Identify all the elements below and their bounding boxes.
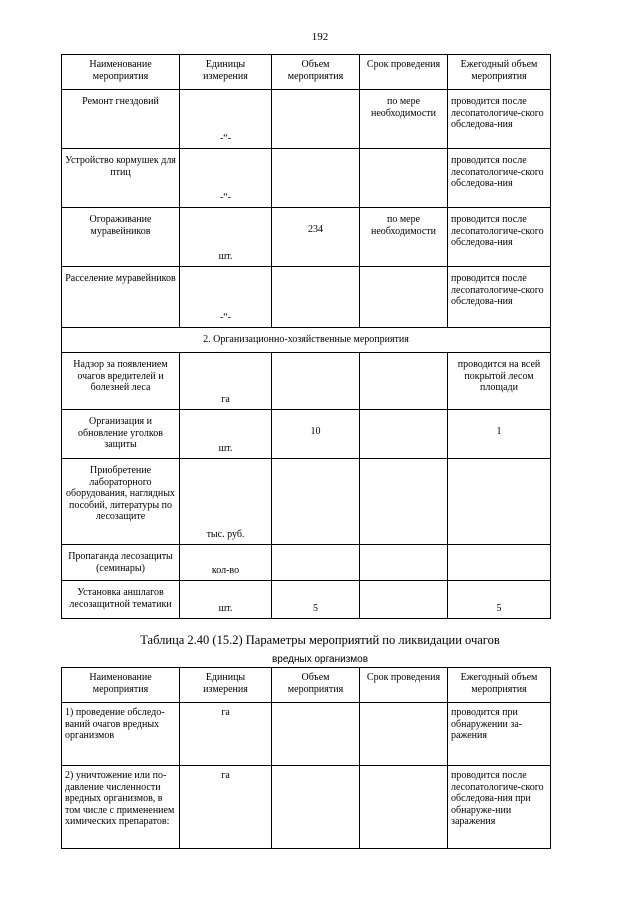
- cell-term: [360, 149, 448, 208]
- cell-term: [360, 703, 448, 766]
- cell-annual: 5: [448, 581, 551, 619]
- header-volume: Объем мероприятия: [272, 55, 360, 90]
- cell-unit: -“-: [180, 267, 272, 328]
- cell-volume: [272, 353, 360, 410]
- table-row: [62, 267, 551, 328]
- header-name: Наименование мероприятия: [62, 55, 180, 90]
- table-header-row: [62, 668, 551, 703]
- table-caption: Таблица 2.40 (15.2) Параметры мероприятий по ликвидации очагов: [140, 633, 500, 647]
- cell-annual: проводится после лесопатологиче-ского обследова-ния: [448, 267, 551, 328]
- table-row: [62, 459, 551, 545]
- cell-unit: кол-во: [180, 545, 272, 581]
- header-annual: Ежегодный объем мероприятия: [448, 55, 551, 90]
- cell-term: [360, 267, 448, 328]
- table-row: [62, 208, 551, 267]
- cell-name: Приобретение лабораторного оборудования, наглядных пособий, литературы по лесозащите: [62, 459, 180, 545]
- table-row: [62, 353, 551, 410]
- cell-annual: проводится после лесопатологиче-ского обследова-ния: [448, 90, 551, 149]
- header-unit: Единицы измерения: [180, 55, 272, 90]
- page-number: 192: [311, 31, 329, 43]
- table-row: [62, 545, 551, 581]
- cell-name: Ремонт гнездовий: [62, 90, 180, 149]
- header-volume: Объем мероприятия: [272, 668, 360, 703]
- cell-name: Устройство кормушек для птиц: [62, 149, 180, 208]
- table-caption-continued: вредных организмов: [271, 654, 369, 665]
- cell-term: [360, 766, 448, 849]
- cell-volume: [272, 766, 360, 849]
- cell-term: [360, 459, 448, 545]
- cell-unit: тыс. руб.: [180, 459, 272, 545]
- cell-annual: [448, 459, 551, 545]
- cell-unit: -“-: [180, 149, 272, 208]
- cell-volume: [272, 90, 360, 149]
- cell-volume: [272, 267, 360, 328]
- cell-unit: га: [180, 703, 272, 766]
- cell-volume: [272, 545, 360, 581]
- forest-protection-table: [61, 54, 551, 619]
- cell-term: [360, 581, 448, 619]
- table-row: [62, 581, 551, 619]
- cell-unit: шт.: [180, 581, 272, 619]
- cell-volume: 10: [272, 410, 360, 459]
- cell-annual: проводится после лесопатологиче-ского обследова-ния: [448, 208, 551, 267]
- cell-name: 2) уничтожение или по-давление численности вредных организмов, в том числе с применением химических препаратов:: [62, 766, 180, 849]
- cell-annual: проводится на всей покрытой лесом площади: [448, 353, 551, 410]
- cell-volume: [272, 149, 360, 208]
- pest-elimination-table: [61, 667, 551, 849]
- cell-annual: [448, 545, 551, 581]
- cell-annual: проводится после лесопатологиче-ского обследова-ния при обнаруже-нии заражения: [448, 766, 551, 849]
- cell-annual: 1: [448, 410, 551, 459]
- cell-volume: 5: [272, 581, 360, 619]
- cell-term: [360, 410, 448, 459]
- cell-name: Надзор за появлением очагов вредителей и болезней леса: [62, 353, 180, 410]
- cell-name: Расселение муравейников: [62, 267, 180, 328]
- section-title: 2. Организационно-хозяйственные мероприятия: [62, 328, 551, 353]
- cell-unit: шт.: [180, 208, 272, 267]
- table-row: [62, 149, 551, 208]
- cell-unit: -“-: [180, 90, 272, 149]
- cell-volume: 234: [272, 208, 360, 267]
- cell-name: 1) проведение обследо-ваний очагов вредных организмов: [62, 703, 180, 766]
- cell-unit: га: [180, 353, 272, 410]
- cell-unit: га: [180, 766, 272, 849]
- cell-volume: [272, 703, 360, 766]
- cell-name: Организация и обновление уголков защиты: [62, 410, 180, 459]
- table-row: [62, 766, 551, 849]
- table-row: [62, 90, 551, 149]
- table-header-row: [62, 55, 551, 90]
- cell-term: по мере необходимости: [360, 90, 448, 149]
- cell-annual: проводится при обнаружении за-ражения: [448, 703, 551, 766]
- cell-unit: шт.: [180, 410, 272, 459]
- cell-term: [360, 353, 448, 410]
- header-name: Наименование мероприятия: [62, 668, 180, 703]
- cell-name: Огораживание муравейников: [62, 208, 180, 267]
- section-row: [62, 328, 551, 353]
- cell-term: [360, 545, 448, 581]
- cell-name: Установка аншлагов лесозащитной тематики: [62, 581, 180, 619]
- cell-term: по мере необходимости: [360, 208, 448, 267]
- table-row: [62, 703, 551, 766]
- header-term: Срок проведения: [360, 668, 448, 703]
- header-term: Срок проведения: [360, 55, 448, 90]
- cell-name: Пропаганда лесозащиты (семинары): [62, 545, 180, 581]
- table-row: [62, 410, 551, 459]
- cell-volume: [272, 459, 360, 545]
- cell-annual: проводится после лесопатологиче-ского обследова-ния: [448, 149, 551, 208]
- header-unit: Единицы измерения: [180, 668, 272, 703]
- header-annual: Ежегодный объем мероприятия: [448, 668, 551, 703]
